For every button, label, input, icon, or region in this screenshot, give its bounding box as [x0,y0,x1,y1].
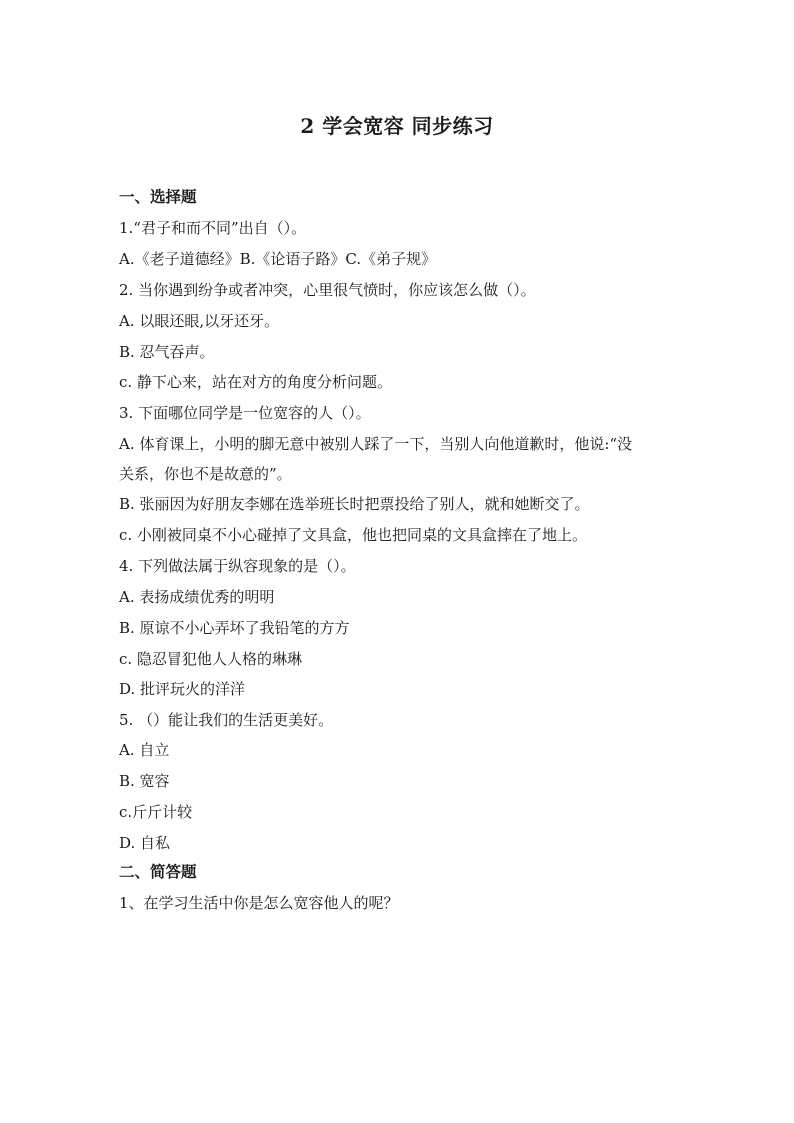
question-line: 1.“君子和而不同”出自（）。 [119,219,307,237]
option-line: B. 原谅不小心弄坏了我铅笔的方方 [119,619,350,637]
option-line: A. 以眼还眼,以牙还牙。 [119,312,280,330]
option-line: c. 隐忍冒犯他人人格的琳琳 [119,650,302,668]
question-line: 1、在学习生活中你是怎么宽容他人的呢？ [119,894,399,912]
question-line: 5. （）能让我们的生活更美好。 [119,711,334,729]
option-line: c.斤斤计较 [119,803,193,821]
option-line: D. 批评玩火的洋洋 [119,680,246,698]
section-heading-choice: 一、选择题 [119,187,197,206]
section-heading-short-answer: 二、简答题 [119,862,197,881]
option-line: A. 自立 [119,741,170,759]
option-line: c. 小刚被同桌不小心碰掉了文具盒，他也把同桌的文具盒摔在了地上。 [119,526,587,544]
question-line: 2. 当你遇到纷争或者冲突，心里很气愤时，你应该怎么做（）。 [119,281,536,299]
option-line-continued: 关系，你也不是故意的”。 [119,465,292,483]
question-line: 3. 下面哪位同学是一位宽容的人（）。 [119,404,371,422]
option-line: B. 宽容 [119,772,170,790]
option-line: A. 体育课上，小明的脚无意中被别人踩了一下，当别人向他道歉时，他说:“没 [119,435,633,453]
option-line: D. 自私 [119,834,171,852]
question-line: 4. 下列做法属于纵容现象的是（）。 [119,557,356,575]
document-title: 2 学会宽容 同步练习 [300,114,494,138]
option-line: A.《老子道德经》B.《论语子路》C.《弟子规》 [119,250,437,268]
option-line: B. 忍气吞声。 [119,343,215,361]
option-line: c. 静下心来，站在对方的角度分析问题。 [119,373,392,391]
option-line: A. 表扬成绩优秀的明明 [119,588,275,606]
option-line: B. 张丽因为好朋友李娜在选举班长时把票投给了别人，就和她断交了。 [119,495,590,513]
